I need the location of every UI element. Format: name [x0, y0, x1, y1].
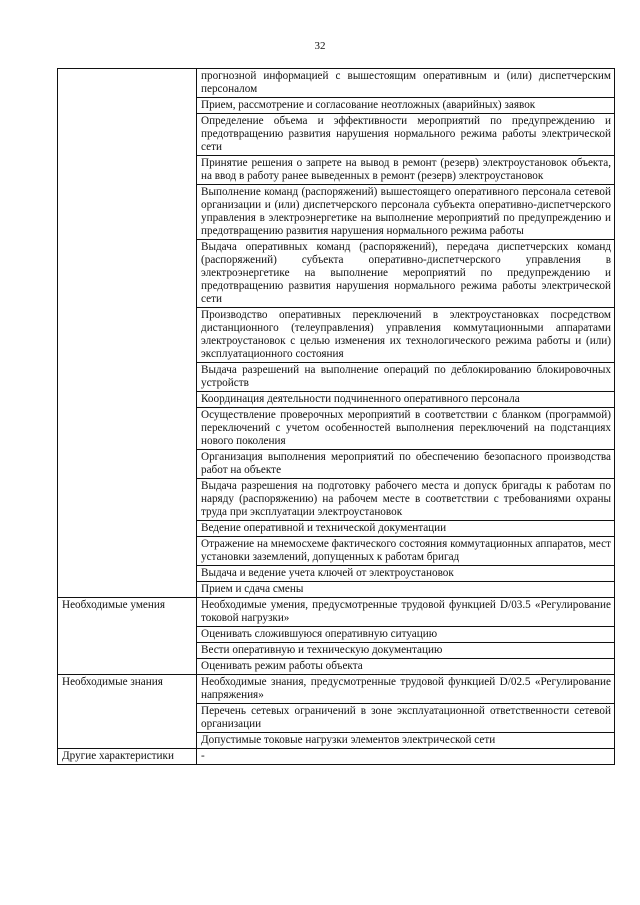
table-cell: Прием, рассмотрение и согласование неотложных (аварийных) заявок [197, 98, 615, 114]
table-cell: Перечень сетевых ограничений в зоне эксплуатационной ответственности сетевой организации [197, 704, 615, 733]
table-cell: Оценивать режим работы объекта [197, 659, 615, 675]
table-cell: Организация выполнения мероприятий по обеспечению безопасного производства работ на объекте [197, 450, 615, 479]
table-cell: Координация деятельности подчиненного оперативного персонала [197, 392, 615, 408]
table-cell: Выполнение команд (распоряжений) вышестоящего оперативного персонала сетевой организации и (или) диспетчерского персонала субъекта оперативно-диспетчерского управления в электроэнергетике на выполнение мероприятий по предупреждению и предотвращению развития нарушения нормального режима работы [197, 185, 615, 240]
table-cell: Отражение на мнемосхеме фактического состояния коммутационных аппаратов, мест установки заземлений, допущенных к работам бригад [197, 537, 615, 566]
table-cell: Необходимые умения, предусмотренные трудовой функцией D/03.5 «Регулирование токовой нагрузки» [197, 598, 615, 627]
table-cell: Выдача разрешения на подготовку рабочего места и допуск бригады к работам по наряду (распоряжению) на рабочем месте в соответствии с требованиями охраны труда при эксплуатации электроустановок [197, 479, 615, 521]
skills-label: Необходимые умения [58, 598, 197, 627]
page-number: 32 [314, 40, 326, 52]
table-cell: Определение объема и эффективности мероприятий по предупреждению и предотвращению развития нарушения нормального режима работы электрической сети [197, 114, 615, 156]
table-cell: Производство оперативных переключений в электроустановках посредством дистанционного (телеуправления) управления коммутационными аппаратами электроустановок с целью изменения их технологического режима работы и (или) эксплуатационного состояния [197, 308, 615, 363]
table-cell: Допустимые токовые нагрузки элементов электрической сети [197, 733, 615, 749]
table-cell: Осуществление проверочных мероприятий в соответствии с бланком (программой) переключений с учетом особенностей выполнения переключений на подстанциях нового поколения [197, 408, 615, 450]
table-cell: Выдача разрешений на выполнение операций по деблокированию блокировочных устройств [197, 363, 615, 392]
other-value: - [197, 749, 615, 765]
table-cell: Оценивать сложившуюся оперативную ситуацию [197, 627, 615, 643]
table-cell: Необходимые знания, предусмотренные трудовой функцией D/02.5 «Регулирование напряжения» [197, 675, 615, 704]
table-cell: Выдача оперативных команд (распоряжений), передача диспетчерских команд (распоряжений) субъекта оперативно-диспетчерского управления в электроэнергетике на выполнение мероприятий по предупреждению и предотвращению развития нарушения нормального режима работы электрической сети [197, 240, 615, 308]
table-cell: Принятие решения о запрете на вывод в ремонт (резерв) электроустановок объекта, на ввод в работу ранее выведенных в ремонт (резерв) электроустановок [197, 156, 615, 185]
table-cell: Ведение оперативной и технической документации [197, 521, 615, 537]
other-label: Другие характеристики [58, 749, 197, 765]
continuation-label-cell [58, 69, 197, 98]
competency-table [57, 68, 615, 765]
table-cell: Вести оперативную и техническую документацию [197, 643, 615, 659]
knowledge-label: Необходимые знания [58, 675, 197, 704]
table-cell: прогнозной информацией с вышестоящим оперативным и (или) диспетчерским персоналом [197, 69, 615, 98]
table-cell: Выдача и ведение учета ключей от электроустановок [197, 566, 615, 582]
table-cell: Прием и сдача смены [197, 582, 615, 598]
